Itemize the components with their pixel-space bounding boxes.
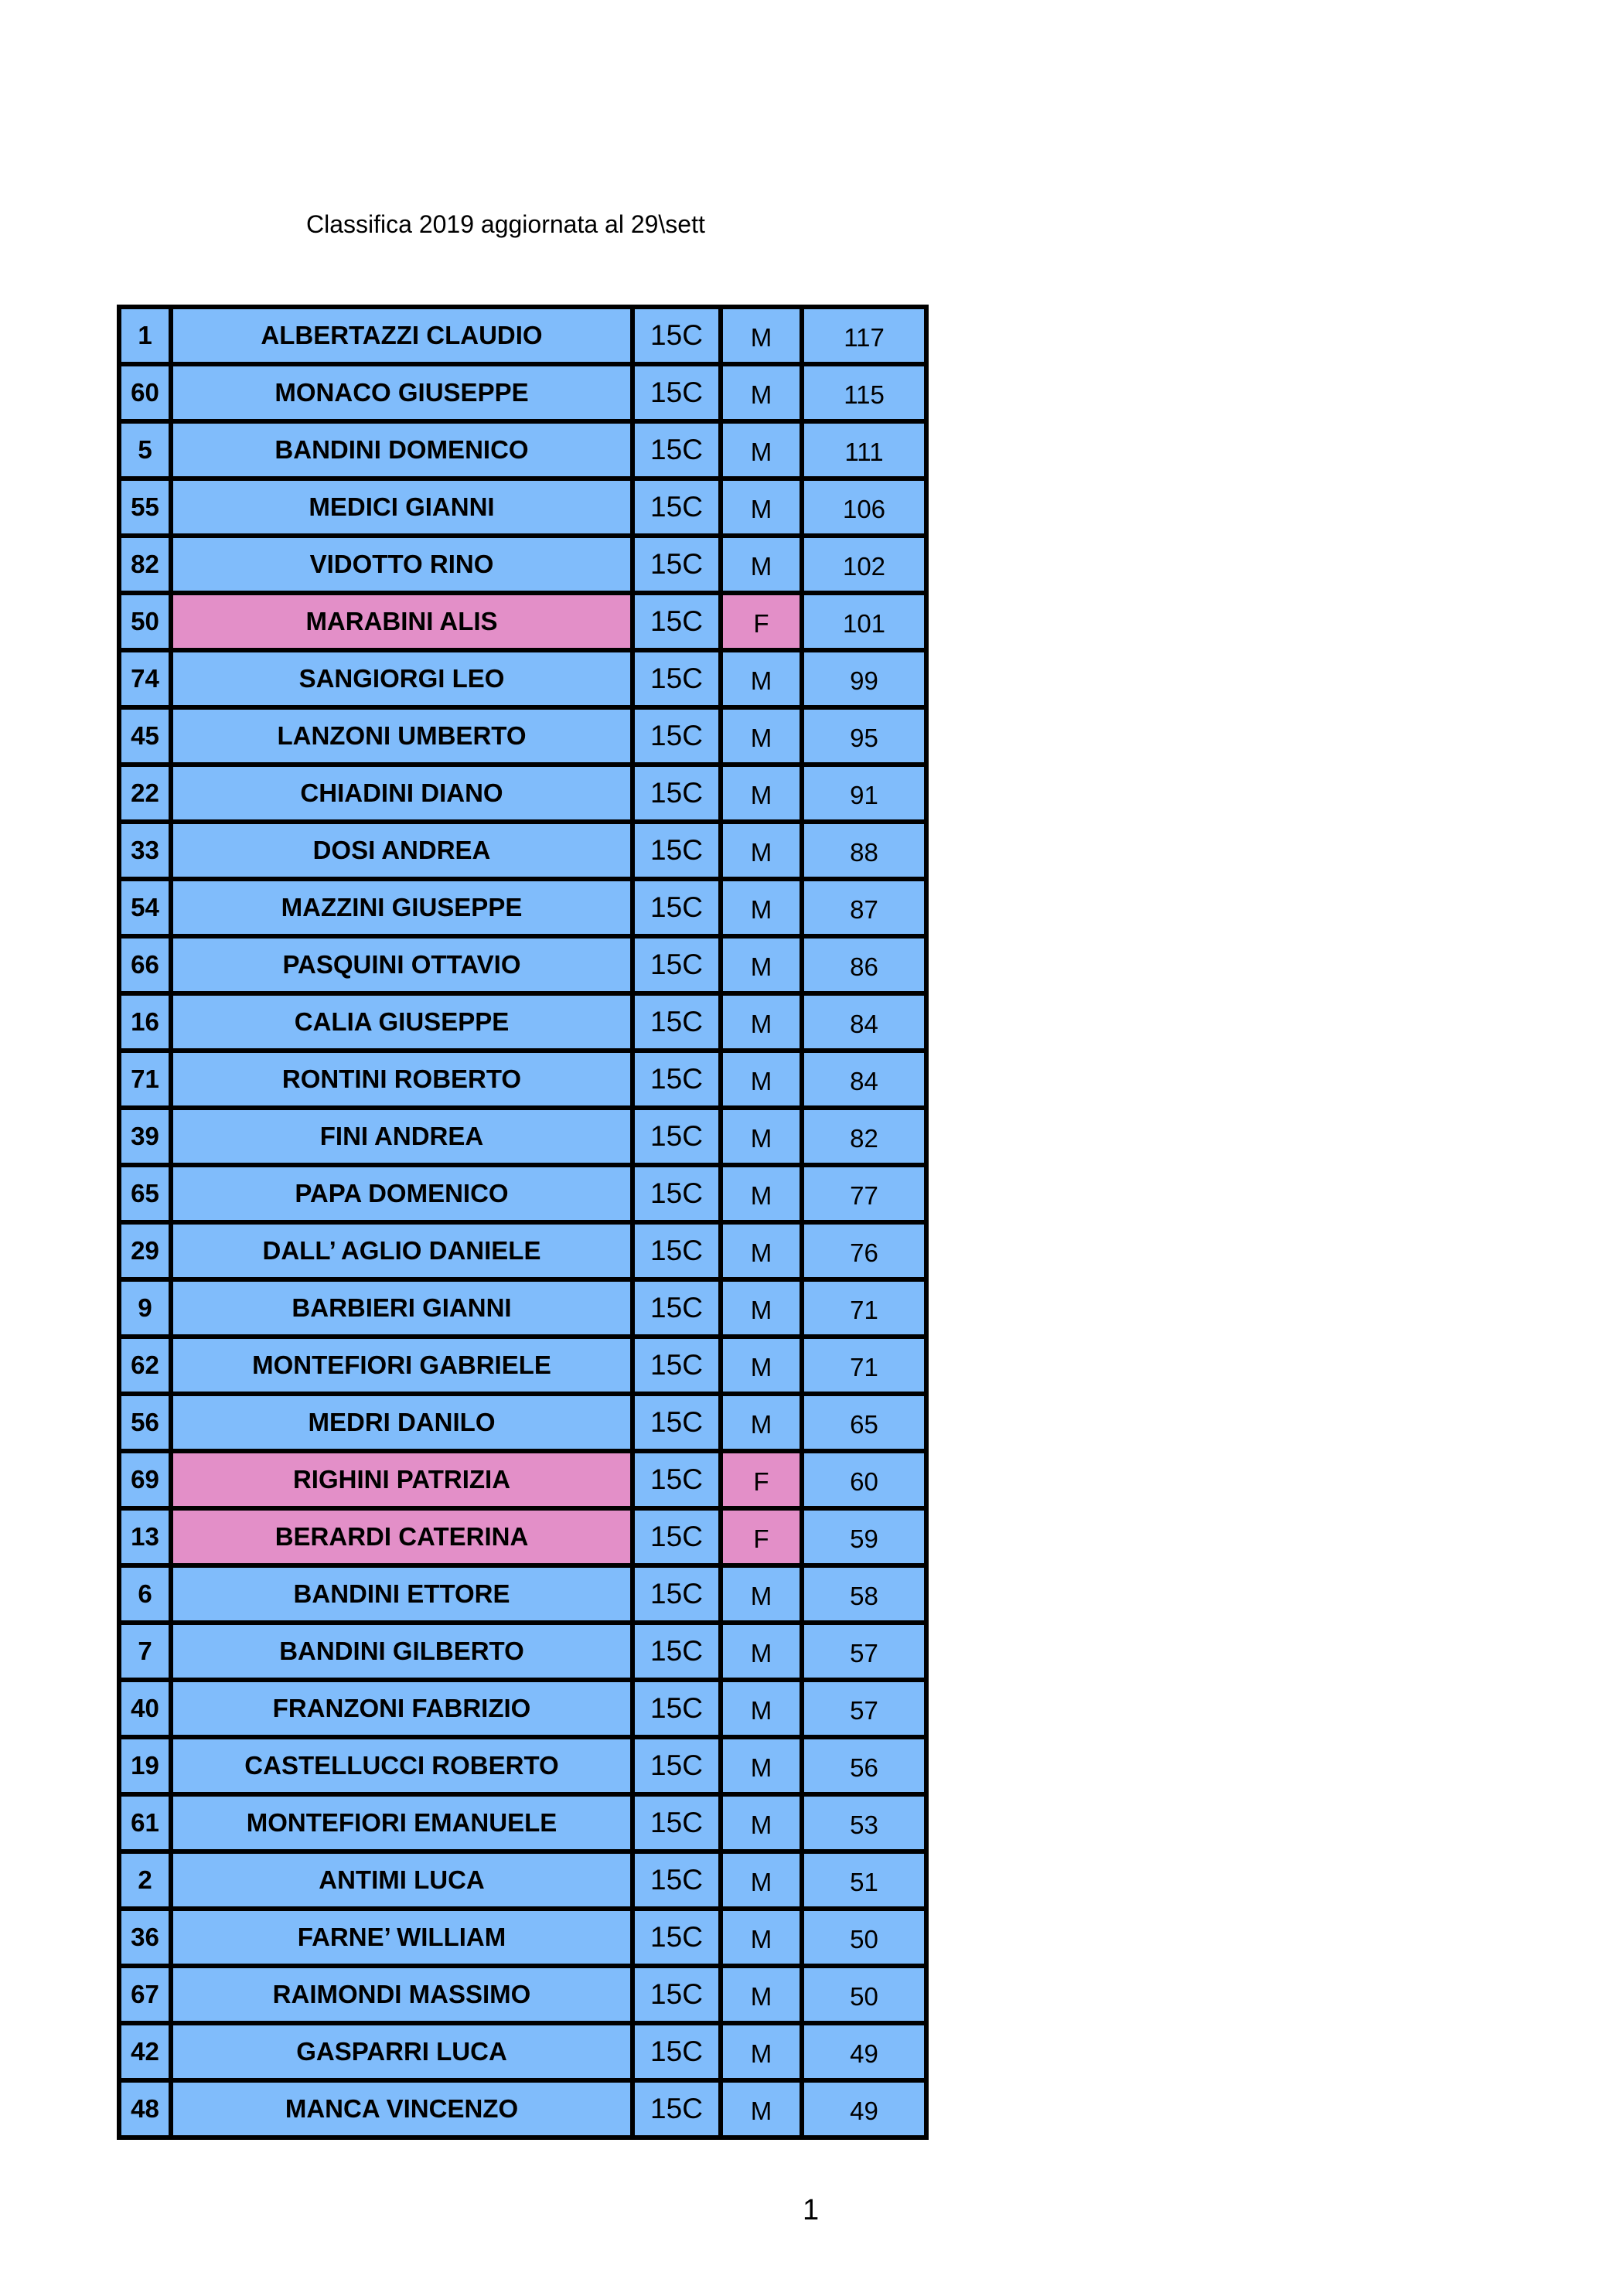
bib-number-cell: 48 — [119, 2080, 171, 2138]
table-row — [119, 479, 926, 536]
points-cell: 101 — [802, 593, 926, 650]
ranking-table-body — [119, 307, 926, 2138]
category-cell: 15C — [632, 536, 721, 593]
category-cell: 15C — [632, 2080, 721, 2138]
points-cell: 84 — [802, 1051, 926, 1108]
bib-number-cell: 13 — [119, 1508, 171, 1565]
points-cell: 102 — [802, 536, 926, 593]
category-cell: 15C — [632, 1794, 721, 1851]
athlete-name-cell: MAZZINI GIUSEPPE — [171, 879, 632, 936]
table-row — [119, 536, 926, 593]
category-cell: 15C — [632, 1565, 721, 1623]
category-cell: 15C — [632, 307, 721, 364]
athlete-name-cell: MEDRI DANILO — [171, 1394, 632, 1451]
page-number: 1 — [803, 2194, 820, 2226]
sex-cell: M — [721, 1108, 802, 1165]
sex-cell: M — [721, 822, 802, 879]
table-row — [119, 707, 926, 765]
bib-number-cell: 36 — [119, 1909, 171, 1966]
athlete-name-cell: MONACO GIUSEPPE — [171, 364, 632, 421]
points-cell: 60 — [802, 1451, 926, 1508]
athlete-name-cell: CHIADINI DIANO — [171, 765, 632, 822]
sex-cell: M — [721, 1966, 802, 2023]
points-cell: 76 — [802, 1222, 926, 1279]
points-cell: 115 — [802, 364, 926, 421]
category-cell: 15C — [632, 479, 721, 536]
sex-cell: M — [721, 536, 802, 593]
sex-cell: M — [721, 765, 802, 822]
points-cell: 117 — [802, 307, 926, 364]
points-cell: 99 — [802, 650, 926, 707]
athlete-name-cell: RONTINI ROBERTO — [171, 1051, 632, 1108]
table-row — [119, 1108, 926, 1165]
sex-cell: M — [721, 1337, 802, 1394]
category-cell: 15C — [632, 1451, 721, 1508]
athlete-name-cell: BARBIERI GIANNI — [171, 1279, 632, 1337]
table-row — [119, 1794, 926, 1851]
table-row — [119, 1508, 926, 1565]
category-cell: 15C — [632, 1051, 721, 1108]
points-cell: 59 — [802, 1508, 926, 1565]
sex-cell: M — [721, 1737, 802, 1794]
points-cell: 51 — [802, 1851, 926, 1909]
sex-cell: M — [721, 1851, 802, 1909]
sex-cell: F — [721, 1451, 802, 1508]
athlete-name-cell: BANDINI ETTORE — [171, 1565, 632, 1623]
athlete-name-cell: MANCA VINCENZO — [171, 2080, 632, 2138]
points-cell: 71 — [802, 1337, 926, 1394]
athlete-name-cell: CALIA GIUSEPPE — [171, 993, 632, 1051]
bib-number-cell: 45 — [119, 707, 171, 765]
bib-number-cell: 61 — [119, 1794, 171, 1851]
athlete-name-cell: DOSI ANDREA — [171, 822, 632, 879]
bib-number-cell: 33 — [119, 822, 171, 879]
category-cell: 15C — [632, 1337, 721, 1394]
table-row — [119, 1394, 926, 1451]
sex-cell: M — [721, 1623, 802, 1680]
bib-number-cell: 65 — [119, 1165, 171, 1222]
category-cell: 15C — [632, 879, 721, 936]
bib-number-cell: 74 — [119, 650, 171, 707]
athlete-name-cell: MONTEFIORI EMANUELE — [171, 1794, 632, 1851]
athlete-name-cell: CASTELLUCCI ROBERTO — [171, 1737, 632, 1794]
athlete-name-cell: FARNE’ WILLIAM — [171, 1909, 632, 1966]
bib-number-cell: 71 — [119, 1051, 171, 1108]
points-cell: 49 — [802, 2080, 926, 2138]
bib-number-cell: 56 — [119, 1394, 171, 1451]
athlete-name-cell: BANDINI GILBERTO — [171, 1623, 632, 1680]
category-cell: 15C — [632, 1737, 721, 1794]
athlete-name-cell: RIGHINI PATRIZIA — [171, 1451, 632, 1508]
ranking-table — [117, 305, 929, 2140]
athlete-name-cell: PASQUINI OTTAVIO — [171, 936, 632, 993]
sex-cell: M — [721, 993, 802, 1051]
sex-cell: M — [721, 421, 802, 479]
table-row — [119, 2080, 926, 2138]
table-row — [119, 2023, 926, 2080]
bib-number-cell: 9 — [119, 1279, 171, 1337]
bib-number-cell: 19 — [119, 1737, 171, 1794]
category-cell: 15C — [632, 650, 721, 707]
athlete-name-cell: PAPA DOMENICO — [171, 1165, 632, 1222]
table-row — [119, 822, 926, 879]
bib-number-cell: 54 — [119, 879, 171, 936]
category-cell: 15C — [632, 993, 721, 1051]
athlete-name-cell: MARABINI ALIS — [171, 593, 632, 650]
category-cell: 15C — [632, 1165, 721, 1222]
table-row — [119, 650, 926, 707]
sex-cell: M — [721, 1279, 802, 1337]
table-row — [119, 1909, 926, 1966]
points-cell: 77 — [802, 1165, 926, 1222]
points-cell: 57 — [802, 1623, 926, 1680]
athlete-name-cell: LANZONI UMBERTO — [171, 707, 632, 765]
sex-cell: F — [721, 593, 802, 650]
category-cell: 15C — [632, 1851, 721, 1909]
table-row — [119, 1680, 926, 1737]
table-row — [119, 936, 926, 993]
table-row — [119, 1279, 926, 1337]
sex-cell: M — [721, 1394, 802, 1451]
points-cell: 53 — [802, 1794, 926, 1851]
athlete-name-cell: MEDICI GIANNI — [171, 479, 632, 536]
points-cell: 84 — [802, 993, 926, 1051]
category-cell: 15C — [632, 1623, 721, 1680]
bib-number-cell: 66 — [119, 936, 171, 993]
page-title: Classifica 2019 aggiornata al 29\sett — [306, 210, 705, 238]
athlete-name-cell: FRANZONI FABRIZIO — [171, 1680, 632, 1737]
table-row — [119, 307, 926, 364]
sex-cell: M — [721, 1165, 802, 1222]
sex-cell: M — [721, 2023, 802, 2080]
athlete-name-cell: RAIMONDI MASSIMO — [171, 1966, 632, 2023]
points-cell: 111 — [802, 421, 926, 479]
table-row — [119, 1966, 926, 2023]
athlete-name-cell: SANGIORGI LEO — [171, 650, 632, 707]
bib-number-cell: 2 — [119, 1851, 171, 1909]
category-cell: 15C — [632, 707, 721, 765]
table-row — [119, 1337, 926, 1394]
table-row — [119, 1051, 926, 1108]
sex-cell: M — [721, 936, 802, 993]
category-cell: 15C — [632, 822, 721, 879]
table-row — [119, 364, 926, 421]
table-row — [119, 1851, 926, 1909]
bib-number-cell: 29 — [119, 1222, 171, 1279]
athlete-name-cell: ALBERTAZZI CLAUDIO — [171, 307, 632, 364]
bib-number-cell: 5 — [119, 421, 171, 479]
bib-number-cell: 22 — [119, 765, 171, 822]
table-row — [119, 1623, 926, 1680]
bib-number-cell: 60 — [119, 364, 171, 421]
points-cell: 65 — [802, 1394, 926, 1451]
table-row — [119, 1222, 926, 1279]
points-cell: 87 — [802, 879, 926, 936]
bib-number-cell: 39 — [119, 1108, 171, 1165]
points-cell: 91 — [802, 765, 926, 822]
athlete-name-cell: BANDINI DOMENICO — [171, 421, 632, 479]
sex-cell: M — [721, 1680, 802, 1737]
sex-cell: M — [721, 479, 802, 536]
sex-cell: M — [721, 707, 802, 765]
bib-number-cell: 40 — [119, 1680, 171, 1737]
sex-cell: M — [721, 650, 802, 707]
category-cell: 15C — [632, 2023, 721, 2080]
table-row — [119, 993, 926, 1051]
sex-cell: M — [721, 1051, 802, 1108]
athlete-name-cell: VIDOTTO RINO — [171, 536, 632, 593]
points-cell: 49 — [802, 2023, 926, 2080]
sex-cell: F — [721, 1508, 802, 1565]
bib-number-cell: 16 — [119, 993, 171, 1051]
bib-number-cell: 69 — [119, 1451, 171, 1508]
points-cell: 50 — [802, 1909, 926, 1966]
table-row — [119, 421, 926, 479]
table-row — [119, 593, 926, 650]
sex-cell: M — [721, 1222, 802, 1279]
bib-number-cell: 50 — [119, 593, 171, 650]
athlete-name-cell: FINI ANDREA — [171, 1108, 632, 1165]
category-cell: 15C — [632, 1108, 721, 1165]
category-cell: 15C — [632, 936, 721, 993]
athlete-name-cell: ANTIMI LUCA — [171, 1851, 632, 1909]
bib-number-cell: 1 — [119, 307, 171, 364]
points-cell: 95 — [802, 707, 926, 765]
category-cell: 15C — [632, 364, 721, 421]
bib-number-cell: 42 — [119, 2023, 171, 2080]
sex-cell: M — [721, 307, 802, 364]
category-cell: 15C — [632, 1909, 721, 1966]
table-row — [119, 1565, 926, 1623]
points-cell: 106 — [802, 479, 926, 536]
points-cell: 50 — [802, 1966, 926, 2023]
sex-cell: M — [721, 1909, 802, 1966]
athlete-name-cell: BERARDI CATERINA — [171, 1508, 632, 1565]
athlete-name-cell: GASPARRI LUCA — [171, 2023, 632, 2080]
points-cell: 58 — [802, 1565, 926, 1623]
category-cell: 15C — [632, 1680, 721, 1737]
sex-cell: M — [721, 879, 802, 936]
points-cell: 88 — [802, 822, 926, 879]
bib-number-cell: 62 — [119, 1337, 171, 1394]
points-cell: 71 — [802, 1279, 926, 1337]
table-row — [119, 765, 926, 822]
athlete-name-cell: DALL’ AGLIO DANIELE — [171, 1222, 632, 1279]
table-row — [119, 1165, 926, 1222]
bib-number-cell: 7 — [119, 1623, 171, 1680]
points-cell: 82 — [802, 1108, 926, 1165]
bib-number-cell: 6 — [119, 1565, 171, 1623]
category-cell: 15C — [632, 1394, 721, 1451]
table-row — [119, 1737, 926, 1794]
athlete-name-cell: MONTEFIORI GABRIELE — [171, 1337, 632, 1394]
sex-cell: M — [721, 364, 802, 421]
points-cell: 86 — [802, 936, 926, 993]
table-row — [119, 1451, 926, 1508]
category-cell: 15C — [632, 593, 721, 650]
category-cell: 15C — [632, 1279, 721, 1337]
category-cell: 15C — [632, 1222, 721, 1279]
bib-number-cell: 82 — [119, 536, 171, 593]
table-row — [119, 879, 926, 936]
category-cell: 15C — [632, 1966, 721, 2023]
sex-cell: M — [721, 1565, 802, 1623]
category-cell: 15C — [632, 765, 721, 822]
category-cell: 15C — [632, 1508, 721, 1565]
sex-cell: M — [721, 1794, 802, 1851]
bib-number-cell: 67 — [119, 1966, 171, 2023]
sex-cell: M — [721, 2080, 802, 2138]
points-cell: 56 — [802, 1737, 926, 1794]
category-cell: 15C — [632, 421, 721, 479]
points-cell: 57 — [802, 1680, 926, 1737]
bib-number-cell: 55 — [119, 479, 171, 536]
